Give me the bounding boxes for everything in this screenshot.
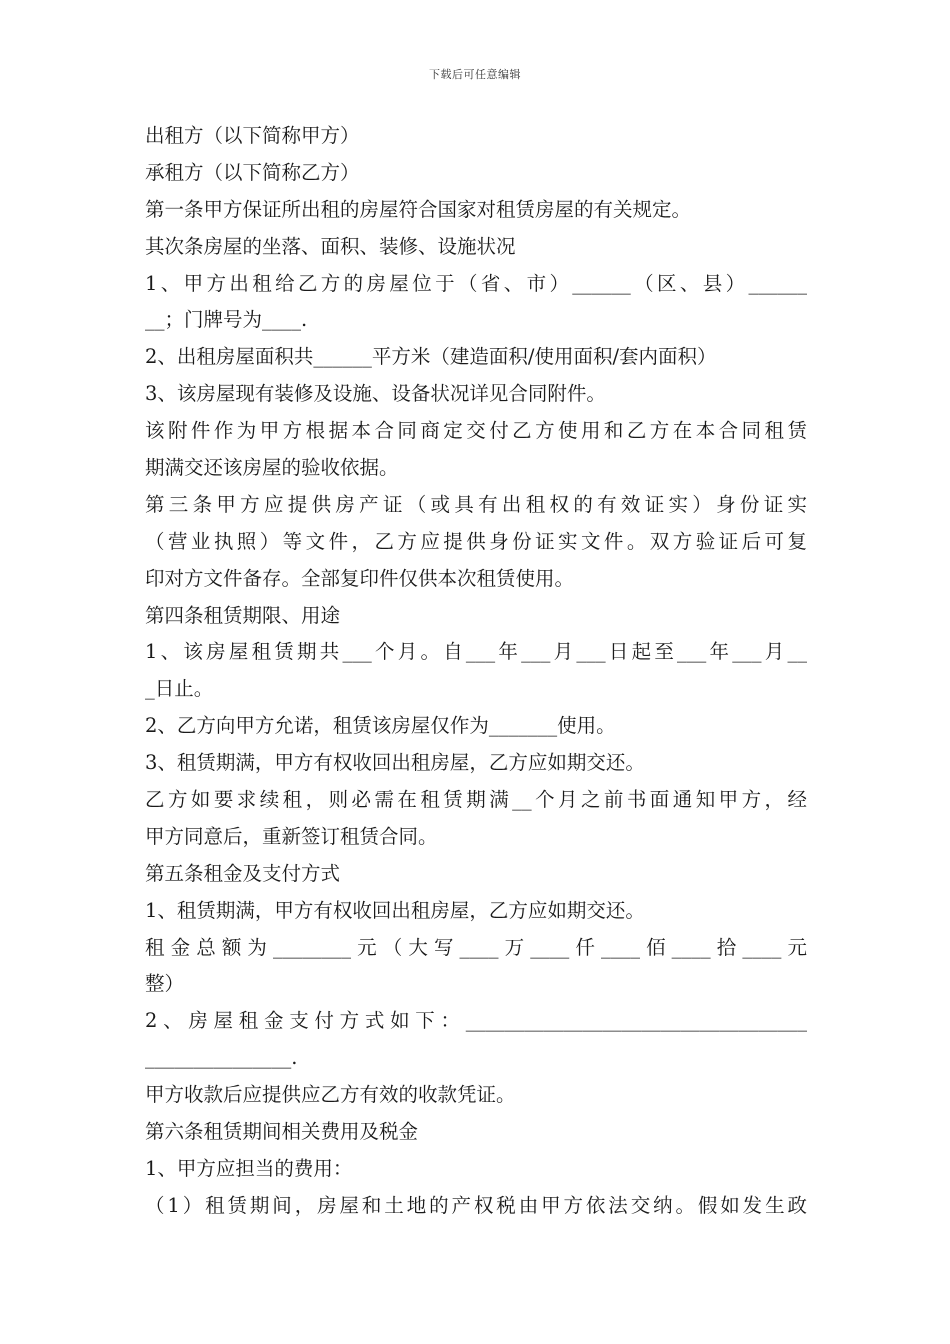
text-line: 承租方（以下简称乙方） <box>145 160 360 184</box>
text-line: 租金总额为________元（大写____万____仟____佰____拾____元 <box>145 935 807 959</box>
text-line: 第五条租金及支付方式 <box>145 861 341 885</box>
text-line: （1）租赁期间，房屋和土地的产权税由甲方依法交纳。假如发生政 <box>145 1193 807 1217</box>
text-line: 第四条租赁期限、用途 <box>145 603 341 627</box>
document-body <box>145 118 807 1225</box>
text-line: 印对方文件备存。全部复印件仅供本次租赁使用。 <box>145 566 575 590</box>
text-line: 乙方如要求续租，则必需在租赁期满__个月之前书面通知甲方，经 <box>145 788 807 812</box>
text-line: 1、该房屋租赁期共___个月。自___年___月___日起至___年___月__ <box>145 640 807 664</box>
text-line: 1、甲方应担当的费用： <box>145 1156 353 1180</box>
text-line: _日止。 <box>145 677 214 701</box>
text-line: （营业执照）等文件，乙方应提供身份证实文件。双方验证后可复 <box>145 529 807 553</box>
text-line: 第三条甲方应提供房产证（或具有出租权的有效证实）身份证实 <box>145 492 807 516</box>
text-line: 2、房屋租金支付方式如下：___________________________________ <box>145 1009 807 1033</box>
text-line: 第六条租赁期间相关费用及税金 <box>145 1120 419 1144</box>
text-line: 1、租赁期满，甲方有权收回出租房屋，乙方应如期交还。 <box>145 898 645 922</box>
page-header: 下载后可任意编辑 <box>429 68 521 81</box>
text-line: 整） <box>145 972 185 996</box>
text-line: 期满交还该房屋的验收依据。 <box>145 456 399 480</box>
text-line: 该附件作为甲方根据本合同商定交付乙方使用和乙方在本合同租赁 <box>145 419 807 443</box>
text-line: 甲方收款后应提供应乙方有效的收款凭证。 <box>145 1083 516 1107</box>
text-line: 2、出租房屋面积共______平方米（建造面积/使用面积/套内面积） <box>145 345 717 369</box>
text-line: 甲方同意后，重新签订租赁合同。 <box>145 824 438 848</box>
text-line: 3、该房屋现有装修及设施、设备状况详见合同附件。 <box>145 382 606 406</box>
text-line: 3、租赁期满，甲方有权收回出租房屋，乙方应如期交还。 <box>145 751 645 775</box>
text-line: 2、乙方向甲方允诺，租赁该房屋仅作为_______使用。 <box>145 714 616 738</box>
text-line: _______________. <box>145 1046 298 1070</box>
text-line: 第一条甲方保证所出租的房屋符合国家对租赁房屋的有关规定。 <box>145 197 692 221</box>
text-line: 其次条房屋的坐落、面积、装修、设施状况 <box>145 234 516 258</box>
text-line: 1、甲方出租给乙方的房屋位于（省、市）______（区、县）______ <box>145 271 807 295</box>
text-line: __；门牌号为____. <box>145 308 308 332</box>
text-line: 出租方（以下简称甲方） <box>145 124 360 147</box>
